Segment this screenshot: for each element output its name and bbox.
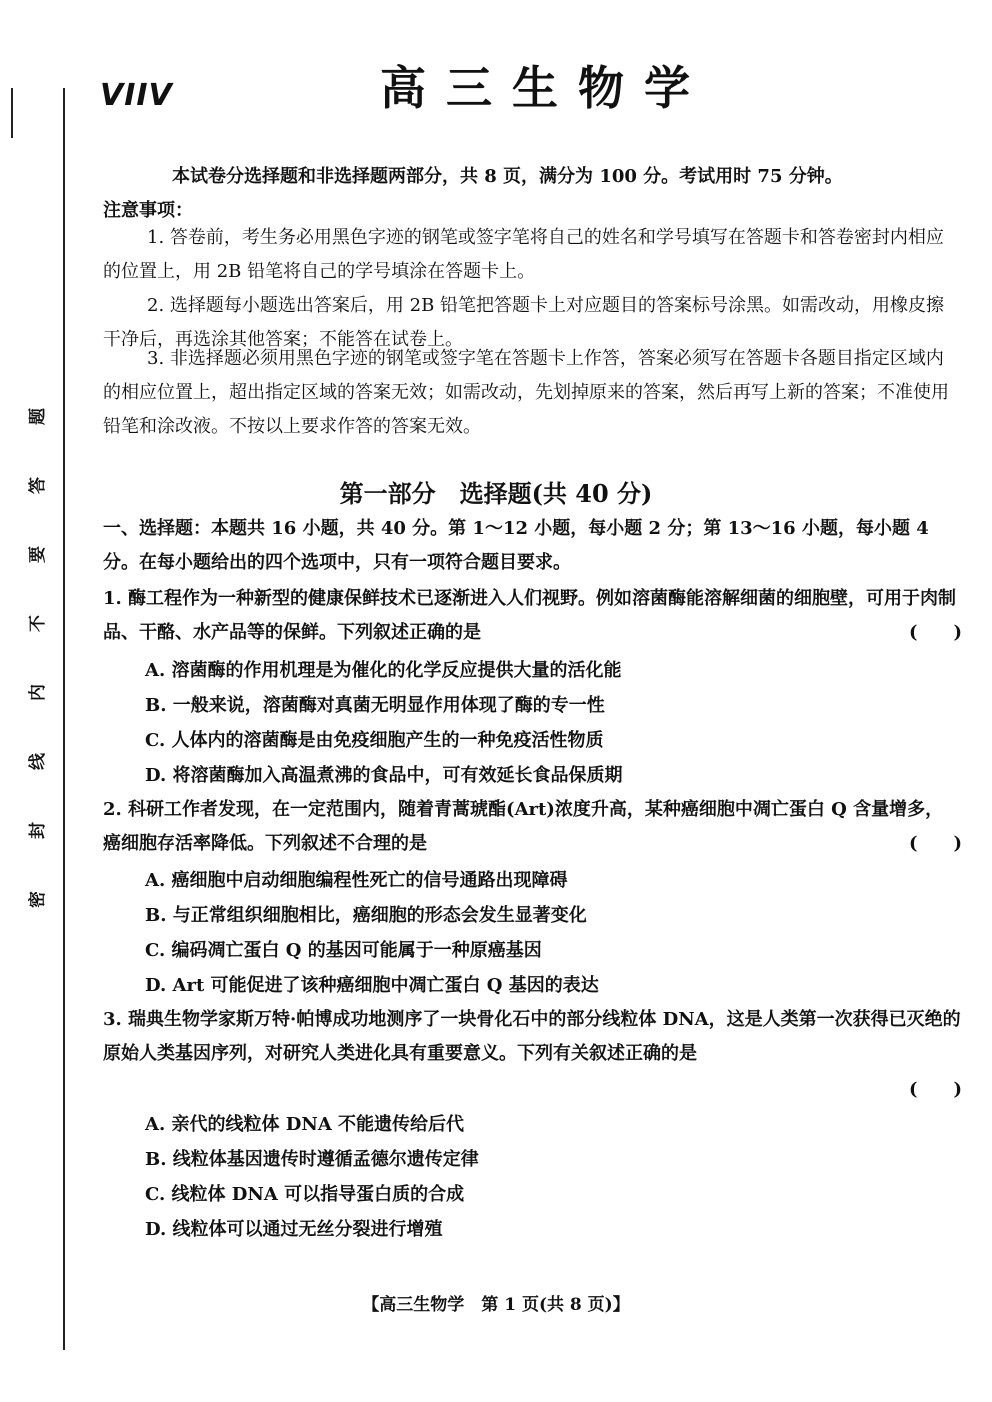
answer-paren: ( ) [908, 1079, 962, 1100]
binding-line [63, 88, 65, 1350]
question-option: D. 线粒体可以通过无丝分裂进行增殖 [145, 1219, 443, 1240]
notice-item: 1. 答卷前，考生务必用黑色字迹的钢笔或签字笔将自己的姓名和学号填写在答题卡和答卷密封内相应的位置上，用 2B 铅笔将自己的学号填涂在答题卡上。 [103, 227, 944, 282]
part-title: 第一部分 选择题(共 40 分) [339, 479, 653, 508]
question-option: D. Art 可能促进了该种癌细胞中凋亡蛋白 Q 基因的表达 [145, 975, 599, 996]
seal-char: 封 [27, 822, 48, 839]
logo: VIIV [100, 78, 173, 113]
question-option: A. 癌细胞中启动细胞编程性死亡的信号通路出现障碍 [145, 870, 568, 891]
page-footer: 【高三生物学 第 1 页(共 8 页)】 [362, 1295, 630, 1315]
seal-char: 不 [27, 615, 48, 632]
seal-char: 内 [27, 684, 48, 701]
answer-paren: ( ) [908, 622, 962, 643]
question-stem: 3. 瑞典生物学家斯万特·帕博成功地测序了一块骨化石中的部分线粒体 DNA，这是人类第一次获得已灭绝的原始人类基因序列，对研究人类进化具有重要意义。下列有关叙述正确的是 [103, 1009, 961, 1064]
question-option: C. 人体内的溶菌酶是由免疫细胞产生的一种免疫活性物质 [145, 730, 604, 751]
notice-heading: 注意事项： [103, 200, 193, 221]
question-option: D. 将溶菌酶加入高温煮沸的食品中，可有效延长食品保质期 [145, 765, 623, 786]
seal-char: 密 [27, 891, 48, 908]
question-option: B. 与正常组织细胞相比，癌细胞的形态会发生显著变化 [145, 905, 587, 926]
question-stem: 2. 科研工作者发现，在一定范围内，随着青蒿琥酯(Art)浓度升高，某种癌细胞中凋亡蛋白 Q 含量增多，癌细胞存活率降低。下列叙述不合理的是 [103, 799, 944, 854]
answer-paren: ( ) [908, 833, 962, 854]
question-option: A. 溶菌酶的作用机理是为催化的化学反应提供大量的活化能 [145, 660, 622, 681]
notice-item: 2. 选择题每小题选出答案后，用 2B 铅笔把答题卡上对应题目的答案标号涂黑。如需改动，用橡皮擦干净后，再选涂其他答案；不能答在试卷上。 [103, 295, 945, 350]
question-option: C. 线粒体 DNA 可以指导蛋白质的合成 [145, 1184, 465, 1205]
question-option: B. 线粒体基因遗传时遵循孟德尔遗传定律 [145, 1149, 479, 1170]
seal-char: 要 [27, 546, 48, 563]
seal-char: 题 [27, 408, 48, 425]
question-option: B. 一般来说，溶菌酶对真菌无明显作用体现了酶的专一性 [145, 695, 605, 716]
seal-char: 答 [27, 477, 48, 494]
question-option: C. 编码凋亡蛋白 Q 的基因可能属于一种原癌基因 [145, 940, 542, 961]
seal-char: 线 [27, 753, 48, 770]
exam-intro: 本试卷分选择题和非选择题两部分，共 8 页，满分为 100 分。考试用时 75 分钟。 [172, 166, 843, 187]
binding-margin-mark [11, 88, 13, 138]
section-heading: 一、选择题：本题共 16 小题，共 40 分。第 1～12 小题，每小题 2 分；第 13～16 小题，每小题 4 分。在每小题给出的四个选项中，只有一项符合题目要求。 [103, 518, 929, 573]
notice-item: 3. 非选择题必须用黑色字迹的钢笔或签字笔在答题卡上作答，答案必须写在答题卡各题目指定区域内的相应位置上，超出指定区域的答案无效；如需改动，先划掉原来的答案，然后再写上新的答案；不准使用铅笔和涂改液。不按以上要求作答的答案无效。 [103, 348, 949, 437]
page-title: 高三生物学 [380, 61, 710, 115]
question-stem: 1. 酶工程作为一种新型的健康保鲜技术已逐渐进入人们视野。例如溶菌酶能溶解细菌的细胞壁，可用于肉制品、干酪、水产品等的保鲜。下列叙述正确的是 [103, 588, 957, 643]
question-option: A. 亲代的线粒体 DNA 不能遗传给后代 [145, 1114, 465, 1135]
